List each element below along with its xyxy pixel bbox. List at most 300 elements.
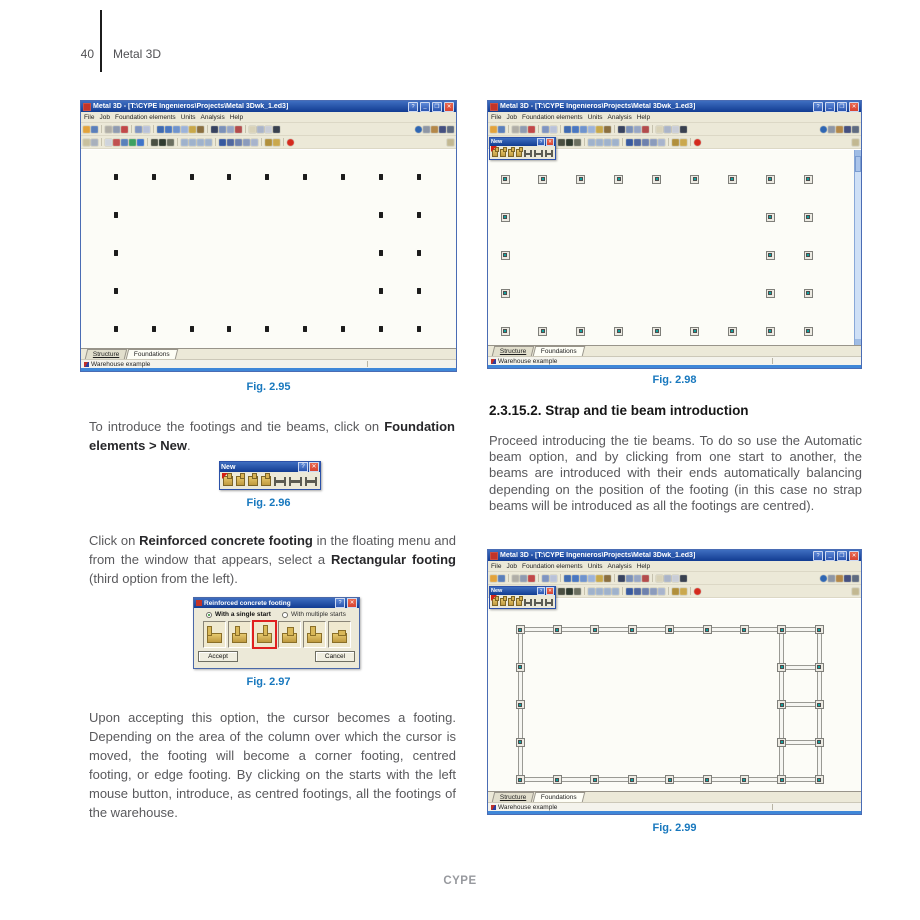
column-node-marker[interactable]: [152, 326, 156, 332]
zoom-window-icon[interactable]: [564, 575, 571, 582]
automatic-beam-icon[interactable]: [545, 599, 553, 606]
printer-small-icon[interactable]: [447, 139, 454, 146]
menu-analysis[interactable]: Analysis: [607, 562, 632, 570]
footing-marker[interactable]: [652, 175, 661, 184]
footing-marker[interactable]: [628, 625, 637, 634]
close-button[interactable]: ✕: [849, 102, 859, 112]
column-node-marker[interactable]: [303, 326, 307, 332]
undo-icon[interactable]: [542, 126, 549, 133]
walk-icon[interactable]: [273, 126, 280, 133]
arrow-icon[interactable]: [137, 139, 144, 146]
wide-column-footing-option[interactable]: [278, 621, 301, 648]
footing-multiple-starts-icon[interactable]: [261, 476, 271, 486]
zoom-out-icon[interactable]: [580, 575, 587, 582]
views-icon[interactable]: [658, 588, 665, 595]
camera-icon[interactable]: [836, 575, 843, 582]
list-icon[interactable]: [634, 588, 641, 595]
align-right-icon[interactable]: [197, 139, 204, 146]
footing-marker[interactable]: [628, 775, 637, 784]
menu-foundation-elements[interactable]: Foundation elements: [114, 113, 176, 121]
footing-marker[interactable]: [815, 663, 824, 672]
automatic-beam-icon[interactable]: [545, 150, 553, 157]
brush-icon[interactable]: [680, 139, 687, 146]
footing-marker[interactable]: [766, 251, 775, 260]
table-icon[interactable]: [626, 588, 633, 595]
footing-marker[interactable]: [777, 700, 786, 709]
menu-job[interactable]: Job: [506, 113, 517, 121]
close-button[interactable]: ✕: [849, 551, 859, 561]
footing-multiple-starts-icon[interactable]: [516, 598, 522, 606]
print-preview-icon[interactable]: [520, 575, 527, 582]
redo-icon[interactable]: [143, 126, 150, 133]
print-preview-icon[interactable]: [113, 126, 120, 133]
zoom-in-icon[interactable]: [572, 126, 579, 133]
zoom-in-icon[interactable]: [572, 575, 579, 582]
new-toolbar-help-button[interactable]: ?: [537, 587, 545, 595]
mass-concrete-footing-icon[interactable]: [500, 149, 506, 157]
list-icon[interactable]: [634, 139, 641, 146]
scroll-down-arrow[interactable]: [855, 339, 861, 345]
help-button[interactable]: ?: [408, 102, 418, 112]
footing-marker[interactable]: [777, 663, 786, 672]
stop-icon[interactable]: [694, 588, 701, 595]
window-select-icon[interactable]: [618, 575, 625, 582]
footing-marker[interactable]: [690, 175, 699, 184]
footing-marker[interactable]: [652, 327, 661, 336]
zoom-window-icon[interactable]: [157, 126, 164, 133]
footing-marker[interactable]: [804, 175, 813, 184]
radio-single-start[interactable]: [206, 612, 212, 618]
tools-icon[interactable]: [447, 126, 454, 133]
menu-foundation-elements[interactable]: Foundation elements: [521, 562, 583, 570]
close-button[interactable]: ✕: [444, 102, 454, 112]
menu-help[interactable]: Help: [636, 562, 651, 570]
sheet-icon[interactable]: [650, 588, 657, 595]
tie-beam-icon[interactable]: [274, 477, 286, 486]
strap-beam-icon[interactable]: [534, 599, 542, 606]
rectangular-footing-icon[interactable]: [508, 598, 514, 606]
zoom-extents-icon[interactable]: [181, 126, 188, 133]
column-node-marker[interactable]: [379, 288, 383, 294]
scissors-icon[interactable]: [672, 139, 679, 146]
column-node-marker[interactable]: [227, 326, 231, 332]
footing-marker[interactable]: [501, 175, 510, 184]
globe-icon[interactable]: [820, 126, 827, 133]
footing-marker[interactable]: [501, 251, 510, 260]
globe-icon[interactable]: [820, 575, 827, 582]
profile-icon[interactable]: [129, 139, 136, 146]
rectangular-footing-icon[interactable]: [248, 476, 258, 486]
menu-units[interactable]: Units: [587, 113, 603, 121]
align-left-icon[interactable]: [588, 588, 595, 595]
wall-icon[interactable]: [167, 139, 174, 146]
new-toolbar-close-button[interactable]: ✕: [546, 138, 554, 146]
report-icon[interactable]: [235, 139, 242, 146]
axes-icon[interactable]: [642, 575, 649, 582]
footing-marker[interactable]: [538, 327, 547, 336]
footing-marker[interactable]: [576, 175, 585, 184]
grid-icon[interactable]: [664, 126, 671, 133]
zoom-window-icon[interactable]: [564, 126, 571, 133]
footing-marker[interactable]: [538, 175, 547, 184]
grid-icon[interactable]: [257, 126, 264, 133]
redraw-icon[interactable]: [189, 126, 196, 133]
new-toolbar-help-button[interactable]: ?: [298, 462, 308, 472]
3d-view-icon[interactable]: [604, 126, 611, 133]
zoom-in-icon[interactable]: [165, 126, 172, 133]
resources-icon[interactable]: [528, 126, 535, 133]
menu-job[interactable]: Job: [99, 113, 110, 121]
print-icon[interactable]: [512, 126, 519, 133]
help-button[interactable]: ?: [813, 551, 823, 561]
window-titlebar[interactable]: [81, 101, 456, 112]
footing-marker[interactable]: [614, 175, 623, 184]
footing-marker[interactable]: [665, 625, 674, 634]
new-toolbar-help-button[interactable]: ?: [537, 138, 545, 146]
scissors-icon[interactable]: [265, 139, 272, 146]
column-node-marker[interactable]: [227, 174, 231, 180]
open-folder-icon[interactable]: [490, 126, 497, 133]
redo-icon[interactable]: [550, 126, 557, 133]
footing-marker[interactable]: [703, 625, 712, 634]
zoom-out-icon[interactable]: [580, 126, 587, 133]
align-top-icon[interactable]: [612, 139, 619, 146]
footing-marker[interactable]: [516, 775, 525, 784]
delete-icon[interactable]: [113, 139, 120, 146]
corner-footing-option[interactable]: [203, 621, 226, 648]
cancel-button[interactable]: Cancel: [315, 651, 355, 662]
redraw-icon[interactable]: [596, 126, 603, 133]
footing-marker[interactable]: [766, 175, 775, 184]
dialog-titlebar[interactable]: [194, 598, 359, 608]
menu-units[interactable]: Units: [180, 113, 196, 121]
layer-icon[interactable]: [656, 575, 663, 582]
menu-file[interactable]: File: [84, 113, 95, 121]
save-icon[interactable]: [91, 126, 98, 133]
beam-icon[interactable]: [558, 139, 565, 146]
new-toolbar-titlebar[interactable]: [220, 462, 320, 472]
accept-button[interactable]: Accept: [198, 651, 238, 662]
beam-icon[interactable]: [558, 588, 565, 595]
menu-analysis[interactable]: Analysis: [200, 113, 225, 121]
new-toolbar-titlebar[interactable]: [490, 587, 555, 595]
reinforced-concrete-footing-icon[interactable]: [492, 598, 498, 606]
restore-button[interactable]: ❐: [432, 102, 442, 112]
column-node-marker[interactable]: [114, 288, 118, 294]
tie-beam-icon[interactable]: [524, 150, 532, 157]
redraw-icon[interactable]: [596, 575, 603, 582]
zoom-out-icon[interactable]: [173, 126, 180, 133]
tab-structure[interactable]: Structure: [492, 792, 535, 802]
column-node-marker[interactable]: [341, 326, 345, 332]
grid-icon[interactable]: [664, 575, 671, 582]
footing-marker[interactable]: [804, 289, 813, 298]
table-icon[interactable]: [626, 139, 633, 146]
strap-beam-icon[interactable]: [289, 477, 301, 486]
column-node-marker[interactable]: [114, 174, 118, 180]
list-icon[interactable]: [227, 139, 234, 146]
footing-marker[interactable]: [766, 213, 775, 222]
zoom-extents-icon[interactable]: [588, 575, 595, 582]
sheet-icon[interactable]: [650, 139, 657, 146]
column-node-marker[interactable]: [417, 174, 421, 180]
menu-foundation-elements[interactable]: Foundation elements: [521, 113, 583, 121]
light-icon[interactable]: [672, 126, 679, 133]
footing-marker[interactable]: [501, 289, 510, 298]
offset-footing-option[interactable]: [303, 621, 326, 648]
undo-icon[interactable]: [135, 126, 142, 133]
strap-beam-icon[interactable]: [534, 150, 542, 157]
views-icon[interactable]: [251, 139, 258, 146]
rectangular-footing-icon[interactable]: [508, 149, 514, 157]
footing-marker[interactable]: [590, 625, 599, 634]
footing-marker[interactable]: [740, 775, 749, 784]
print-preview-icon[interactable]: [520, 126, 527, 133]
footing-marker[interactable]: [728, 327, 737, 336]
sheet-icon[interactable]: [243, 139, 250, 146]
views-icon[interactable]: [658, 139, 665, 146]
orbit-icon[interactable]: [626, 575, 633, 582]
walk-icon[interactable]: [680, 575, 687, 582]
menu-help[interactable]: Help: [229, 113, 244, 121]
align-left-icon[interactable]: [588, 139, 595, 146]
footing-marker[interactable]: [777, 625, 786, 634]
globe-icon[interactable]: [415, 126, 422, 133]
scroll-thumb[interactable]: [855, 156, 861, 172]
window-select-icon[interactable]: [211, 126, 218, 133]
light-icon[interactable]: [265, 126, 272, 133]
footing-marker[interactable]: [690, 327, 699, 336]
align-middle-icon[interactable]: [189, 139, 196, 146]
dialog-help-button[interactable]: ?: [335, 598, 345, 608]
zoom-extents-icon[interactable]: [588, 126, 595, 133]
minimize-button[interactable]: _: [420, 102, 430, 112]
tools-icon[interactable]: [852, 575, 859, 582]
tie-beam[interactable]: [782, 702, 819, 707]
footing-marker[interactable]: [804, 327, 813, 336]
column-node-marker[interactable]: [379, 250, 383, 256]
column-node-marker[interactable]: [114, 326, 118, 332]
help-button[interactable]: ?: [813, 102, 823, 112]
report-icon[interactable]: [642, 588, 649, 595]
column-node-marker[interactable]: [417, 326, 421, 332]
reinforced-concrete-footing-icon[interactable]: [223, 476, 233, 486]
column-node-marker[interactable]: [114, 250, 118, 256]
reinforced-concrete-footing-icon[interactable]: [492, 149, 498, 157]
stop-icon[interactable]: [694, 139, 701, 146]
camera-icon[interactable]: [836, 126, 843, 133]
report-icon[interactable]: [642, 139, 649, 146]
minimize-button[interactable]: _: [825, 551, 835, 561]
brush-icon[interactable]: [273, 139, 280, 146]
minimize-button[interactable]: _: [825, 102, 835, 112]
stop-icon[interactable]: [287, 139, 294, 146]
measure-icon[interactable]: [634, 126, 641, 133]
resources-icon[interactable]: [528, 575, 535, 582]
menu-job[interactable]: Job: [506, 562, 517, 570]
print-icon[interactable]: [105, 126, 112, 133]
print-icon[interactable]: [512, 575, 519, 582]
brush-icon[interactable]: [680, 588, 687, 595]
column-node-marker[interactable]: [379, 174, 383, 180]
footing-marker[interactable]: [815, 625, 824, 634]
edit-element-icon[interactable]: [91, 139, 98, 146]
footing-marker[interactable]: [815, 775, 824, 784]
radio-multiple-starts[interactable]: [282, 612, 288, 618]
column-node-marker[interactable]: [265, 326, 269, 332]
3d-view-icon[interactable]: [197, 126, 204, 133]
window-titlebar[interactable]: [488, 101, 861, 112]
footing-marker[interactable]: [501, 213, 510, 222]
new-toolbar-close-button[interactable]: ✕: [546, 587, 554, 595]
measure-icon[interactable]: [634, 575, 641, 582]
bar-icon[interactable]: [121, 139, 128, 146]
footing-marker[interactable]: [728, 175, 737, 184]
plan-view-canvas[interactable]: [488, 149, 861, 345]
tab-foundations[interactable]: Foundations: [126, 349, 178, 359]
footing-marker[interactable]: [665, 775, 674, 784]
menu-analysis[interactable]: Analysis: [607, 113, 632, 121]
resources-icon[interactable]: [121, 126, 128, 133]
column-node-marker[interactable]: [265, 174, 269, 180]
plan-view-canvas[interactable]: [81, 149, 456, 348]
scissors-icon[interactable]: [672, 588, 679, 595]
footing-marker[interactable]: [516, 663, 525, 672]
tie-beam-icon[interactable]: [524, 599, 532, 606]
restore-button[interactable]: ❐: [837, 551, 847, 561]
column-node-marker[interactable]: [379, 326, 383, 332]
column-node-marker[interactable]: [190, 326, 194, 332]
window-select-icon[interactable]: [618, 126, 625, 133]
wall-icon[interactable]: [574, 588, 581, 595]
footing-marker[interactable]: [501, 327, 510, 336]
footing-marker[interactable]: [804, 213, 813, 222]
open-folder-icon[interactable]: [490, 575, 497, 582]
tab-structure[interactable]: Structure: [85, 349, 128, 359]
footing-marker[interactable]: [590, 775, 599, 784]
camera-icon[interactable]: [431, 126, 438, 133]
mass-concrete-footing-icon[interactable]: [236, 476, 246, 486]
orbit-icon[interactable]: [219, 126, 226, 133]
column-node-marker[interactable]: [417, 212, 421, 218]
column-icon[interactable]: [566, 139, 573, 146]
axes-icon[interactable]: [642, 126, 649, 133]
tab-foundations[interactable]: Foundations: [533, 346, 585, 356]
printer2-icon[interactable]: [423, 126, 430, 133]
footing-marker[interactable]: [766, 327, 775, 336]
footing-marker[interactable]: [576, 327, 585, 336]
footing-marker[interactable]: [703, 775, 712, 784]
align-top-icon[interactable]: [612, 588, 619, 595]
menu-help[interactable]: Help: [636, 113, 651, 121]
align-right-icon[interactable]: [604, 139, 611, 146]
footing-marker[interactable]: [804, 251, 813, 260]
column-node-marker[interactable]: [341, 174, 345, 180]
dialog-close-button[interactable]: ✕: [347, 598, 357, 608]
tab-structure[interactable]: Structure: [492, 346, 535, 356]
window-list-icon[interactable]: [844, 126, 851, 133]
rectangular-footing-option[interactable]: [253, 621, 276, 648]
open-folder-icon[interactable]: [83, 126, 90, 133]
align-left-icon[interactable]: [181, 139, 188, 146]
column-node-marker[interactable]: [152, 174, 156, 180]
printer-small-icon[interactable]: [852, 139, 859, 146]
menu-file[interactable]: File: [491, 562, 502, 570]
column-icon[interactable]: [159, 139, 166, 146]
footing-marker[interactable]: [740, 625, 749, 634]
undo-icon[interactable]: [542, 575, 549, 582]
footing-marker[interactable]: [516, 625, 525, 634]
align-right-icon[interactable]: [604, 588, 611, 595]
save-icon[interactable]: [498, 575, 505, 582]
align-middle-icon[interactable]: [596, 139, 603, 146]
printer-small-icon[interactable]: [852, 588, 859, 595]
layer-icon[interactable]: [249, 126, 256, 133]
node-icon[interactable]: [105, 139, 112, 146]
footing-multiple-starts-icon[interactable]: [516, 149, 522, 157]
tab-foundations[interactable]: Foundations: [533, 792, 585, 802]
plan-view-canvas[interactable]: [488, 598, 861, 791]
window-list-icon[interactable]: [439, 126, 446, 133]
footing-marker[interactable]: [516, 700, 525, 709]
column-node-marker[interactable]: [114, 212, 118, 218]
column-node-marker[interactable]: [190, 174, 194, 180]
menu-units[interactable]: Units: [587, 562, 603, 570]
walk-icon[interactable]: [680, 126, 687, 133]
footing-marker[interactable]: [815, 738, 824, 747]
footing-marker[interactable]: [516, 738, 525, 747]
automatic-beam-icon[interactable]: [305, 477, 317, 486]
save-icon[interactable]: [498, 126, 505, 133]
tools-icon[interactable]: [852, 126, 859, 133]
footing-marker[interactable]: [766, 289, 775, 298]
table-icon[interactable]: [219, 139, 226, 146]
footing-marker[interactable]: [614, 327, 623, 336]
layer-icon[interactable]: [656, 126, 663, 133]
restore-button[interactable]: ❐: [837, 102, 847, 112]
tie-beam[interactable]: [782, 740, 819, 745]
column-icon[interactable]: [566, 588, 573, 595]
window-titlebar[interactable]: [488, 550, 861, 561]
wall-icon[interactable]: [574, 139, 581, 146]
printer2-icon[interactable]: [828, 575, 835, 582]
flat-footing-option[interactable]: [328, 621, 351, 648]
mass-concrete-footing-icon[interactable]: [500, 598, 506, 606]
axes-icon[interactable]: [235, 126, 242, 133]
vertical-scrollbar[interactable]: [854, 150, 861, 345]
printer2-icon[interactable]: [828, 126, 835, 133]
column-node-marker[interactable]: [379, 212, 383, 218]
align-middle-icon[interactable]: [596, 588, 603, 595]
edge-footing-option[interactable]: [228, 621, 251, 648]
new-element-icon[interactable]: [83, 139, 90, 146]
light-icon[interactable]: [672, 575, 679, 582]
column-node-marker[interactable]: [303, 174, 307, 180]
measure-icon[interactable]: [227, 126, 234, 133]
redo-icon[interactable]: [550, 575, 557, 582]
new-toolbar-close-button[interactable]: ✕: [309, 462, 319, 472]
footing-marker[interactable]: [553, 625, 562, 634]
footing-marker[interactable]: [553, 775, 562, 784]
beam-icon[interactable]: [151, 139, 158, 146]
window-list-icon[interactable]: [844, 575, 851, 582]
new-toolbar-titlebar[interactable]: [490, 138, 555, 146]
tie-beam[interactable]: [782, 665, 819, 670]
footing-marker[interactable]: [777, 738, 786, 747]
column-node-marker[interactable]: [417, 288, 421, 294]
column-node-marker[interactable]: [417, 250, 421, 256]
menu-file[interactable]: File: [491, 113, 502, 121]
